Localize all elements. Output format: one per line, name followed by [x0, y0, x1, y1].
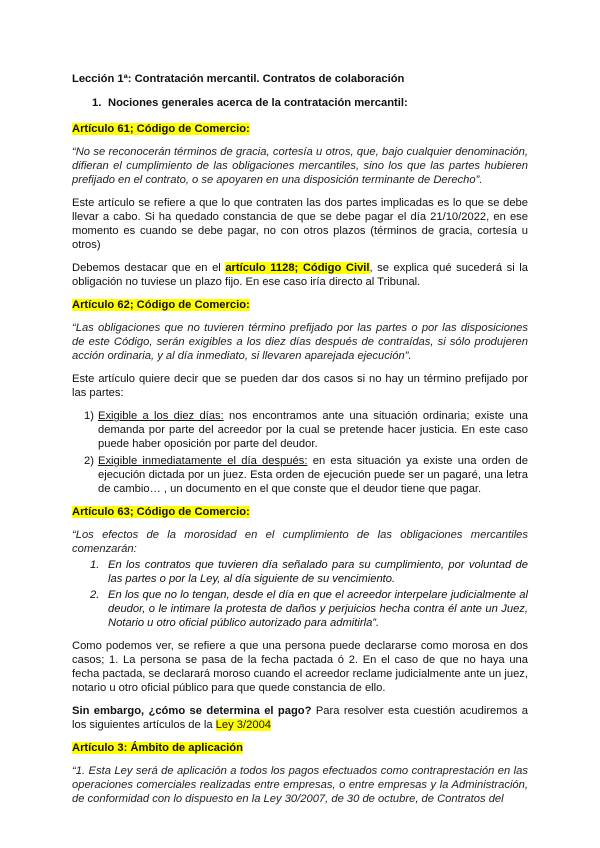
list-item: 1) Exigible a los diez días: nos encontramos ante una situación ordinaria; existe una demanda por parte del acreedor por la cual se pretende hacer justicia. En este caso puede haber oposición por parte del deudor.	[84, 410, 529, 450]
art63-heading: Artículo 63; Código de Comercio:	[72, 506, 250, 518]
payment-paragraph: Sin embargo, ¿cómo se determina el pago? Para resolver esta cuestión acudiremos a los siguientes artículos de la Ley 3/2004	[72, 705, 528, 731]
art63-quote-intro: “Los efectos de la morosidad en el cumplimiento de las obligaciones mercantiles comenzarán:	[72, 529, 528, 555]
lesson-title: Lección 1ª: Contratación mercantil. Contratos de colaboración	[72, 73, 405, 85]
list-item: 1. En los contratos que tuvieren día señalado para su cumplimiento, por voluntad de las partes o por la Ley, al día siguiente de su vencimiento.	[90, 559, 528, 585]
art61-quote: “No se reconocerán términos de gracia, cortesía u otros, que, bajo cualquier denominación, difieran el cumplimiento de las obligaciones mercantiles, sino los que las partes hubieren prefijado en el contrato, o se apoyaren en una disposición terminante de Derecho”.	[72, 146, 528, 186]
list-item: 2. En los que no lo tengan, desde el día en que el acreedor interpelare judicialmente al deudor, o le intimare la protesta de daños y perjuicios hecha contra él ante un Juez, Notario u otro oficial público autorizado para admitirla”.	[90, 589, 528, 629]
document-page	[72, 72, 528, 815]
section-title: Nociones generales acerca de la contratación mercantil:	[108, 97, 408, 109]
art63-quote-list	[72, 558, 528, 630]
art62-cases-list	[72, 409, 528, 496]
section-number: 1.	[92, 97, 102, 109]
art3-heading: Artículo 3: Ámbito de aplicación	[72, 742, 243, 754]
art3-quote: “1. Esta Ley será de aplicación a todos los pagos efectuados como contraprestación en las operaciones comerciales realizadas entre empresas, o entre empresas y la Administración, de conformidad con lo dispuesto en la Ley 30/2007, de 30 de octubre, de Contratos del	[72, 765, 528, 805]
art62-heading: Artículo 62; Código de Comercio:	[72, 299, 250, 311]
art61-note: Debemos destacar que en el artículo 1128; Código Civil, se explica qué sucederá si la obligación no tuviese un plazo fijo. En ese caso iría directo al Tribunal.	[72, 262, 528, 288]
art61-heading: Artículo 61; Código de Comercio:	[72, 123, 250, 135]
art1128-reference: artículo 1128; Código Civil	[225, 262, 370, 274]
list-item: 2) Exigible inmediatamente el día después: en esta situación ya existe una orden de ejecución dictada por un juez. Esta orden de ejecución puede ser un pagaré, una letra de cambio… , un documento en el que conste que el deudor tiene que pagar.	[84, 455, 528, 495]
section-heading	[92, 96, 528, 110]
art62-explanation: Este artículo quiere decir que se pueden dar dos casos si no hay un término prefijado por las partes:	[72, 373, 528, 399]
art62-quote: “Las obligaciones que no tuvieren término prefijado por las partes o por las disposiciones de este Código, serán exigibles a los diez días después de contraídas, si sólo produjeren acción ordinaria, y al día inmediato, si llevaren aparejada ejecución”.	[72, 322, 528, 362]
art61-explanation: Este artículo se refiere a que lo que contraten las dos partes implicadas es lo que se debe llevar a cabo. Si ha quedado constancia de que se debe pagar el día 21/10/2022, en ese momento es cuando se debe pagar, no con otros plazos (términos de gracia, cortesía u otros)	[72, 197, 528, 251]
law-reference: Ley 3/2004	[215, 719, 272, 731]
art63-explanation: Como podemos ver, se refiere a que una persona puede declararse como morosa en dos casos; 1. La persona se pasa de la fecha pactada ó 2. En el caso de que no haya una fecha pactada, se declarará moroso cuando el acreedor reclame judicialmente ante un juez, notario u otro oficial público para que quede constancia de ello.	[72, 640, 528, 694]
